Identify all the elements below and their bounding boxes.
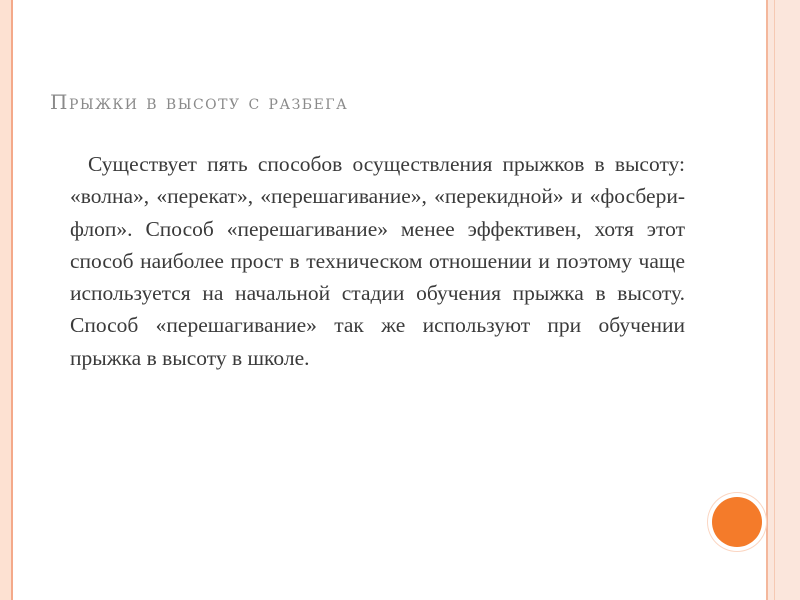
- slide-body-text: Существует пять способов осуществления прыжков в высоту: «волна», «перекат», «перешагивание», «перекидной» и «фосбери-флоп». Способ «перешагивание» менее эффективен, хотя этот способ наиболее прост в техническом отношении и поэтому чаще используется на начальной стадии обучения прыжка в высоту. Способ «перешагивание» так же используют при обучении прыжка в высоту в школе.: [70, 152, 685, 370]
- right-border-decoration: [766, 0, 800, 600]
- orange-circle-decoration: [712, 497, 762, 547]
- left-border-edge: [11, 0, 13, 600]
- right-border-edge: [766, 0, 768, 600]
- right-border-inner-edge: [774, 0, 775, 600]
- left-border-decoration: [0, 0, 12, 600]
- slide-title: Прыжки в высоту с разбега: [50, 90, 349, 114]
